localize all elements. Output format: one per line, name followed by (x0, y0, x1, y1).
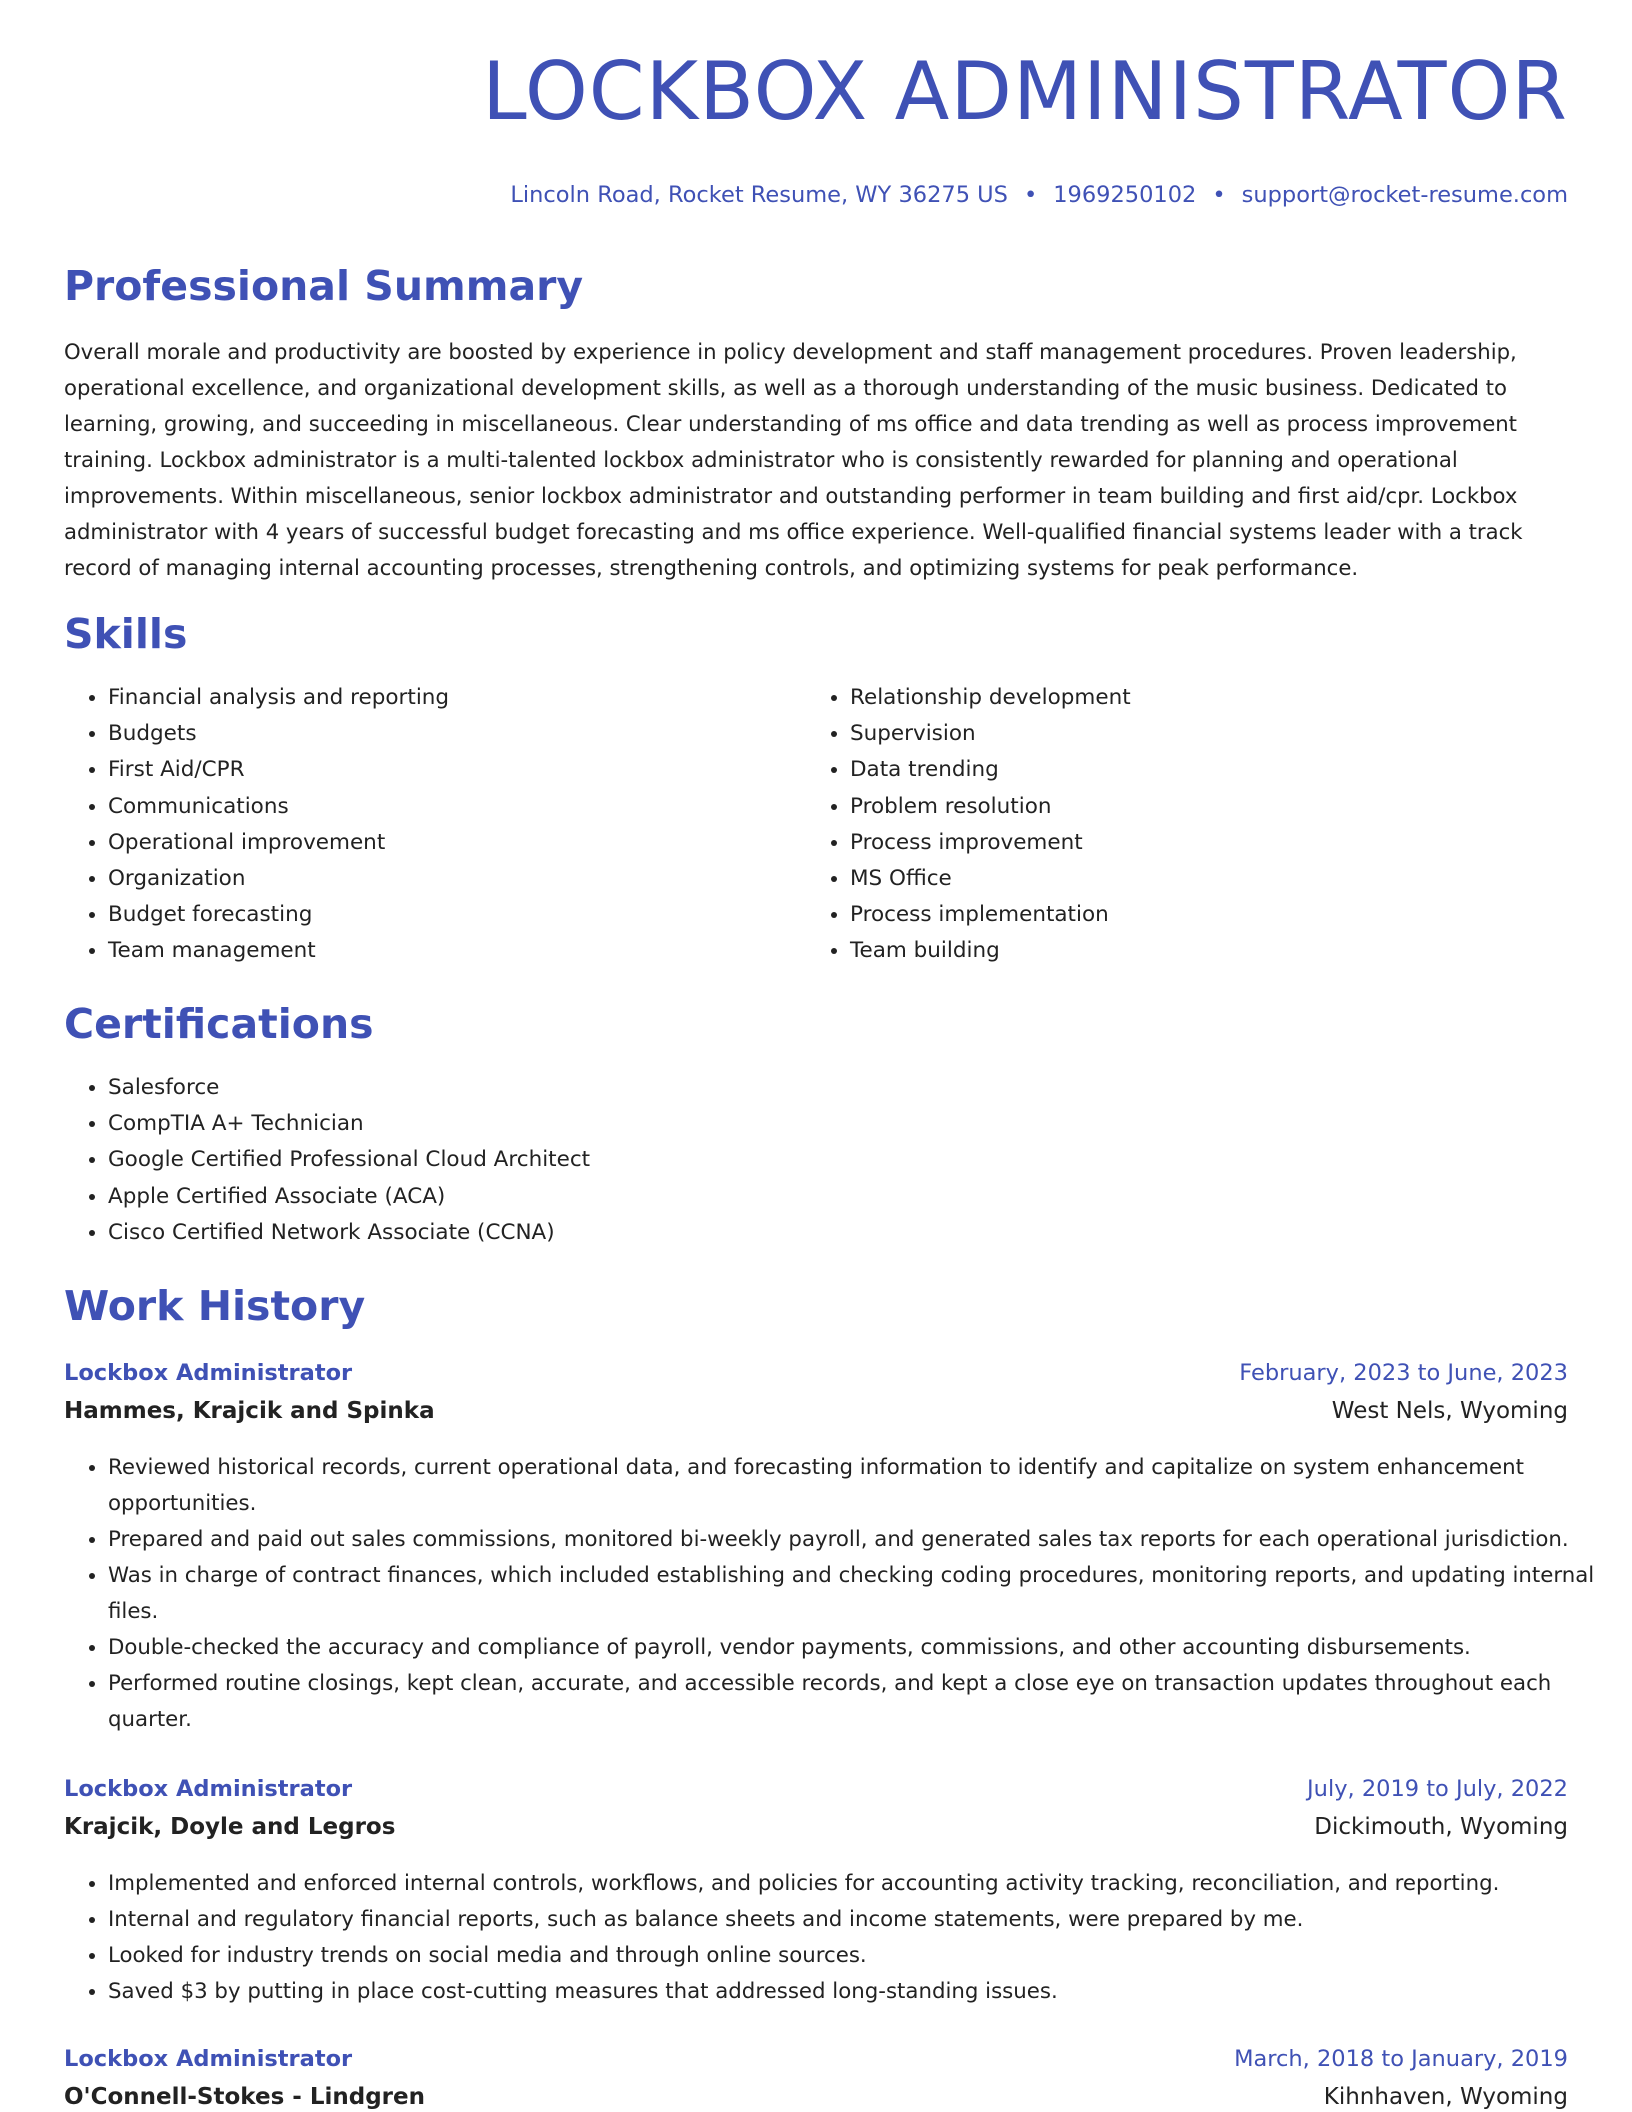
job-dates: July, 2019 to July, 2022 (1307, 1776, 1568, 1802)
job-title: Lockbox Administrator (64, 1776, 353, 1802)
responsibility-item: • Saved $3 by putting in place cost-cutting measures that addressed long-standing issues. (108, 1974, 1612, 2010)
responsibility-item: • Implemented and enforced internal controls, workflows, and policies for accounting activity tracking, reconciliation, and reporting. (108, 1866, 1612, 1902)
certification-item: • Google Certified Professional Cloud Architect (108, 1142, 1108, 1178)
certification-item: • Cisco Certified Network Associate (CCNA) (108, 1215, 1108, 1251)
skill-item: • Supervision (850, 716, 1550, 752)
job-dates: February, 2023 to June, 2023 (1239, 1360, 1568, 1386)
responsibility-item: • Was in charge of contract finances, which included establishing and checking coding procedures, monitoring reports, and updating internal files. (108, 1558, 1612, 1630)
contact-address: Lincoln Road, Rocket Resume, WY 36275 US (510, 182, 1008, 208)
section-title-summary: Professional Summary (64, 262, 584, 310)
job-dates: March, 2018 to January, 2019 (1234, 2046, 1568, 2072)
responsibility-item: • Prepared and paid out sales commissions, monitored bi-weekly payroll, and generated sales tax reports for each operational jurisdiction. (108, 1522, 1612, 1558)
skill-item: • Operational improvement (108, 825, 808, 861)
job-location: Dickimouth, Wyoming (1314, 1814, 1568, 1840)
certification-item: • Apple Certified Associate (ACA) (108, 1179, 1108, 1215)
job-title: Lockbox Administrator (64, 2046, 353, 2072)
skill-item: • Data trending (850, 752, 1550, 788)
job-company: O'Connell-Stokes - Lindgren (64, 2084, 425, 2110)
skill-item: • First Aid/CPR (108, 752, 808, 788)
job-location: West Nels, Wyoming (1331, 1398, 1568, 1424)
skill-item: • Process implementation (850, 897, 1550, 933)
skill-item: • Budget forecasting (108, 897, 808, 933)
candidate-name: LOCKBOX ADMINISTRATOR (482, 45, 1568, 138)
responsibility-item: • Double-checked the accuracy and compliance of payroll, vendor payments, commissions, and other accounting disbursements. (108, 1630, 1612, 1666)
responsibility-item: • Internal and regulatory financial reports, such as balance sheets and income statements, were prepared by me. (108, 1902, 1612, 1938)
skills-list-left (64, 680, 808, 970)
certification-item: • CompTIA A+ Technician (108, 1106, 1108, 1142)
contact-email[interactable]: support@rocket-resume.com (1241, 182, 1568, 208)
contact-phone: 1969250102 (1053, 182, 1197, 208)
skill-item: • Process improvement (850, 825, 1550, 861)
separator-dot: • (1212, 182, 1226, 208)
skill-item: • Budgets (108, 716, 808, 752)
responsibility-item: • Reviewed historical records, current operational data, and forecasting information to identify and capitalize on system enhancement opportunities. (108, 1450, 1612, 1522)
skill-item: • Team building (850, 933, 1550, 969)
separator-dot: • (1023, 182, 1038, 208)
section-title-skills: Skills (64, 610, 188, 658)
skill-item: • MS Office (850, 861, 1550, 897)
section-title-work-history: Work History (64, 1282, 366, 1330)
section-title-certifications: Certifications (64, 1000, 374, 1048)
skill-item: • Organization (108, 861, 808, 897)
job-responsibilities (64, 1450, 1612, 1738)
certifications-list (64, 1070, 1108, 1251)
certification-item: • Salesforce (108, 1070, 1108, 1106)
skill-item: • Problem resolution (850, 789, 1550, 825)
skill-item: • Financial analysis and reporting (108, 680, 808, 716)
summary-text: Overall morale and productivity are boosted by experience in policy development and staff management procedures. Proven leadership, operational excellence, and organizational development skills, as well as a thorough understanding of the music business. Dedicated to learning, growing, and succeeding in miscellaneous. Clear understanding of ms office and data trending as well as process improvement training. Lockbox administrator is a multi-talented lockbox administrator who is consistently rewarded for planning and operational improvements. Within miscellaneous, senior lockbox administrator and outstanding performer in team building and first aid/cpr. Lockbox administrator with 4 years of successful budget forecasting and ms office experience. Well-qualified financial systems leader with a track record of managing internal accounting processes, strengthening controls, and optimizing systems for peak performance. (64, 339, 1523, 580)
job-company: Hammes, Krajcik and Spinka (64, 1398, 435, 1424)
skill-item: • Team management (108, 933, 808, 969)
job-responsibilities (64, 1866, 1612, 2010)
skill-item: • Relationship development (850, 680, 1550, 716)
skill-item: • Communications (108, 789, 808, 825)
skills-list-right (806, 680, 1550, 970)
job-location: Kihnhaven, Wyoming (1323, 2084, 1568, 2110)
responsibility-item: • Performed routine closings, kept clean, accurate, and accessible records, and kept a close eye on transaction updates throughout each quarter. (108, 1666, 1612, 1738)
responsibility-item: • Looked for industry trends on social media and through online sources. (108, 1938, 1612, 1974)
job-title: Lockbox Administrator (64, 1360, 353, 1386)
contact-line (510, 182, 1568, 208)
job-company: Krajcik, Doyle and Legros (64, 1814, 396, 1840)
